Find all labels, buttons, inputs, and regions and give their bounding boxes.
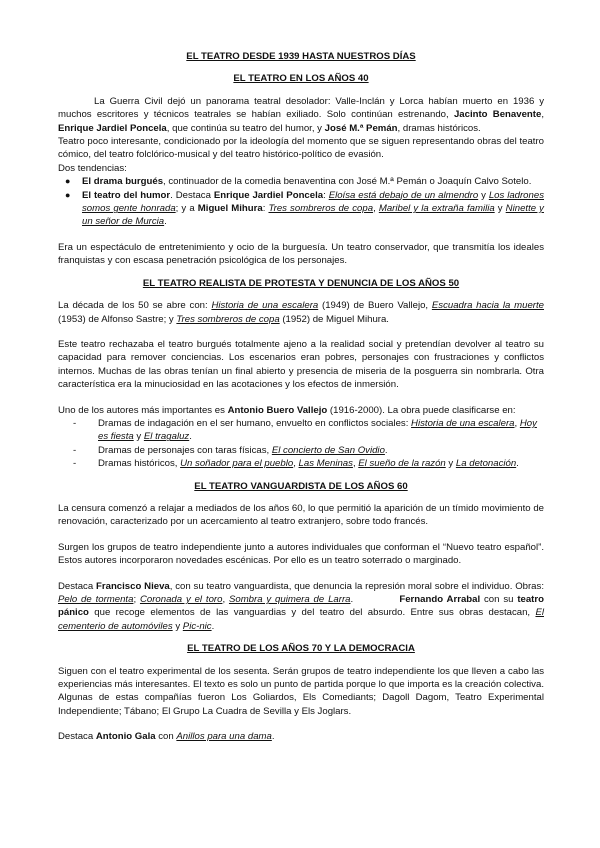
paragraph: La década de los 50 se abre con: Historia de una escalera (1949) de Buero Vallejo, Escuadra hacia la muerte (1953) de Alfonso Sastre; y Tres sombreros de copa (1952) de Miguel Mihura. bbox=[58, 300, 544, 325]
list-item: - Dramas históricos, Un soñador para el pueblo, Las Meninas, El sueño de la razón y La detonación. bbox=[98, 457, 544, 470]
paragraph: Teatro poco interesante, condicionado por la ideología del momento que se siguen representando obras del teatro cómico, del teatro folclórico-musical y del teatro histórico-político de evasión. bbox=[58, 136, 544, 161]
paragraph: La Guerra Civil dejó un panorama teatral desolador: Valle-Inclán y Lorca habían muerto en 1936 y muchos escritores y técnicos teatrales se habían exiliado. Solo continúan estrenando, Jacinto Benavente, Enrique Jardiel Poncela, que continúa su teatro del humor, y José M.ª Pemán, dramas históricos. bbox=[58, 95, 544, 134]
section-heading-70s: EL TEATRO DE LOS AÑOS 70 Y LA DEMOCRACIA bbox=[187, 643, 415, 655]
paragraph: Siguen con el teatro experimental de los sesenta. Serán grupos de teatro independiente los que lleven a cabo las experiencias más interesantes. El texto es solo un punto de partida porque lo que importa es la creación colectiva. Algunas de estas compañías fueron Los Goliardos, Els Comediants; Dagoll Dagom, Teatro Experimental Independiente; Tábano; El Grupo La Cuadra de Sevilla y Els Joglars. bbox=[58, 665, 544, 717]
paragraph: Este teatro rechazaba el teatro burgués totalmente ajeno a la realidad social y pretendían devolver al teatro su capacidad para remover conciencias. Los escenarios eran pobres, personajes con frustraciones y conflictos internos. Muchas de las obras tenían un final abierto y presencia de miseria de la posguerra sin nombrarla. Otra característica era la minuciosidad en las acotaciones y los efectos de inmersión. bbox=[58, 338, 544, 391]
document-page bbox=[58, 48, 544, 744]
list-item: ● El drama burgués, continuador de la comedia benaventina con José M.ª Pemán o Joaquín Calvo Sotelo. bbox=[82, 175, 544, 188]
list-item: - Dramas de indagación en el ser humano, envuelto en conflictos sociales: Historia de una escalera, Hoy es fiesta y El tragaluz. bbox=[98, 417, 544, 444]
list-item: ● El teatro del humor. Destaca Enrique Jardiel Poncela: Eloísa está debajo de un almendro y Los ladrones somos gente honrada; y a Miguel Mihura: Tres sombreros de copa, Maribel y la extraña familia y Ninette y un señor de Murcia. bbox=[82, 189, 544, 229]
paragraph: Era un espectáculo de entretenimiento y ocio de la burguesía. Un teatro conservador, que transmitía los ideales franquistas y con escasa penetración psicológica de los personajes. bbox=[58, 241, 544, 267]
section-heading-50s: EL TEATRO REALISTA DE PROTESTA Y DENUNCIA DE LOS AÑOS 50 bbox=[142, 277, 460, 289]
paragraph: La censura comenzó a relajar a mediados de los años 60, lo que permitió la aparición de un tímido movimiento de renovación, caracterizado por un acercamiento al teatro extranjero, sobre todo francés. bbox=[58, 502, 544, 528]
paragraph: Surgen los grupos de teatro independiente junto a autores individuales que conforman el “Nuevo teatro español”. Estos autores incorporaron novedades escénicas. Por ello es un teatro soterrado o marginado. bbox=[58, 541, 544, 567]
section-heading-40s: EL TEATRO EN LOS AÑOS 40 bbox=[233, 73, 369, 85]
paragraph: Uno de los autores más importantes es Antonio Buero Vallejo (1916-2000). La obra puede clasificarse en: bbox=[58, 404, 516, 416]
section-heading-60s: EL TEATRO VANGUARDISTA DE LOS AÑOS 60 bbox=[194, 480, 408, 492]
list-item: - Dramas de personajes con taras físicas, El concierto de San Ovidio. bbox=[98, 444, 544, 457]
paragraph: Dos tendencias: bbox=[58, 162, 127, 174]
paragraph: Destaca Antonio Gala con Anillos para una dama. bbox=[58, 731, 275, 743]
paragraph: Destaca Francisco Nieva, con su teatro vanguardista, que denuncia la represión moral sobre el individuo. Obras: Pelo de tormenta; Coronada y el toro, Sombra y quimera de Larra. Fernando Arrabal con su teatro pánico que recoge elementos de las vanguardias y del teatro del absurdo. Entre sus obras destacan, El cementerio de automóviles y Pic-nic. bbox=[58, 580, 544, 632]
bullet-list bbox=[58, 175, 544, 229]
dash-list bbox=[58, 417, 544, 471]
document-title: EL TEATRO DESDE 1939 HASTA NUESTROS DÍAS bbox=[186, 51, 416, 62]
